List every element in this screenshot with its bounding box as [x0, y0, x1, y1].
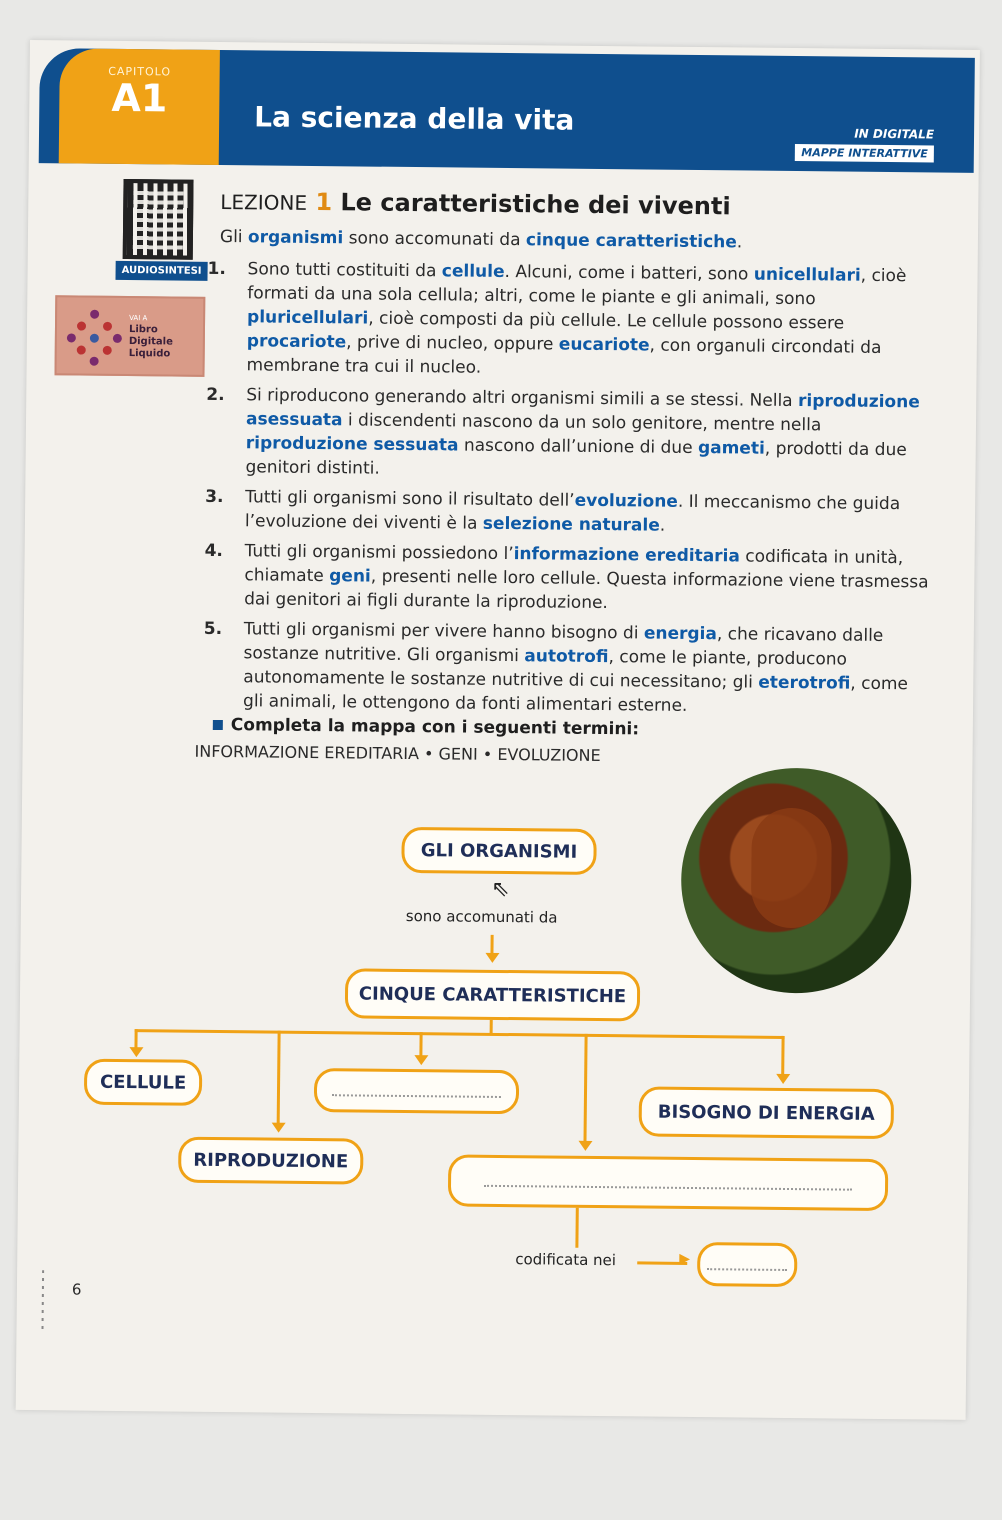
body-text: , cioè composti da più cellule. Le cellule possono essere — [368, 308, 845, 334]
map-connector — [583, 1034, 587, 1144]
digital-label: IN DIGITALE — [854, 126, 935, 142]
map-connector — [277, 1031, 281, 1126]
list-item — [204, 539, 935, 619]
body-text: , con organuli circondati da membrane tra cui il nucleo. — [246, 335, 882, 378]
body-text: Tutti gli organismi sono il risultato dell’ — [245, 487, 575, 511]
cursor-icon: ⇖ — [490, 876, 510, 903]
map-blank-box-3[interactable] — [697, 1242, 797, 1287]
body-text: i discendenti nascono da un solo genitore, mentre nella — [342, 410, 822, 436]
list-item-number: 1. — [207, 258, 227, 280]
list-item — [205, 383, 936, 487]
body-text: , prodotti da due genitori distinti. — [245, 438, 907, 479]
exercise-instruction: Completa la mappa con i seguenti termini: — [213, 715, 639, 739]
orangutan-photo — [680, 767, 912, 994]
key-term: unicellulari — [753, 264, 861, 286]
page-edge-dashes — [41, 1270, 44, 1330]
qr-code-icon[interactable] — [123, 179, 194, 260]
map-blank-box-2[interactable] — [448, 1154, 889, 1211]
body-text: , cioè formati da una sola cellula; altri, come le piante e gli animali, sono — [247, 265, 907, 310]
map-branch-line — [135, 1029, 785, 1039]
digital-book-text: VAI A Libro Digitale Liquido — [128, 314, 173, 360]
chapter-number: A1 — [111, 75, 168, 121]
key-term: cellule — [441, 261, 505, 282]
body-text: Si riproducono generando altri organismi simili a se stessi. Nella — [246, 385, 799, 412]
map-link-codificata: codificata nei — [515, 1250, 617, 1270]
arrow-right-icon: ▶ — [679, 1250, 691, 1267]
audio-summary-badge[interactable]: AUDIOSINTESI — [115, 261, 207, 281]
map-connector — [575, 1208, 578, 1248]
body-text: nascono dall’unione di due — [458, 435, 699, 459]
map-arrow — [578, 1141, 592, 1151]
body-text: . Il meccanismo che guida l’evoluzione dei viventi è la — [244, 491, 901, 534]
key-term: procariote — [246, 331, 347, 353]
chapter-title: La scienza della vita — [254, 100, 575, 137]
body-text: , che ricavano dalle sostanze nutritive. Gli organismi — [243, 624, 884, 667]
map-node-five-characteristics: CINQUE CARATTERISTICHE — [345, 968, 641, 1021]
key-term: evoluzione — [574, 490, 679, 512]
map-arrow — [129, 1047, 143, 1057]
list-item-number: 2. — [206, 384, 225, 406]
body-text: , prive di nucleo, oppure — [346, 332, 559, 355]
map-node-organisms: GLI ORGANISMI — [401, 827, 596, 875]
key-term: eterotrofi — [758, 672, 851, 694]
key-term: informazione ereditaria — [513, 544, 741, 567]
digital-box — [795, 126, 934, 162]
lesson-title: LEZIONE 1 Le caratteristiche dei viventi — [220, 187, 731, 221]
page-number: 6 — [71, 1280, 82, 1299]
key-term: pluricellulari — [247, 307, 369, 329]
list-item — [203, 617, 934, 721]
chapter-label: CAPITOLO — [108, 64, 172, 79]
map-blank-box-1[interactable] — [314, 1068, 519, 1114]
list-item-number: 3. — [205, 486, 224, 508]
characteristics-list — [203, 257, 938, 727]
list-item-number: 5. — [203, 618, 223, 640]
map-node-reproduction: RIPRODUZIONE — [178, 1137, 363, 1185]
chapter-badge — [59, 48, 220, 165]
textbook-page — [16, 40, 980, 1420]
body-text: codificata in unità, chiamate — [244, 546, 904, 587]
map-arrow — [485, 953, 499, 963]
list-item — [205, 485, 935, 541]
body-text: , presenti nelle loro cellule. Questa informazione viene trasmessa dai genitori ai figli durante la riproduzione. — [244, 566, 929, 614]
body-text: Tutti gli organismi per vivere hanno bisogno di — [243, 619, 644, 644]
exercise-terms: INFORMAZIONE EREDITARIA • GENI • EVOLUZIONE — [194, 741, 601, 766]
body-text: , come le piante, producono autonomamente le sostanze nutritive di cui necessitano; gli — [243, 647, 848, 693]
map-connector — [781, 1036, 784, 1076]
key-term: autotrofi — [524, 646, 609, 668]
body-text: Sono tutti costituiti da — [247, 259, 442, 282]
body-text: . — [659, 515, 666, 536]
chapter-header — [39, 48, 975, 173]
key-term: geni — [329, 566, 371, 587]
key-term: energia — [643, 623, 717, 645]
map-arrow — [776, 1074, 790, 1084]
list-item — [206, 257, 937, 385]
map-node-cells: CELLULE — [84, 1059, 202, 1106]
body-text: . Alcuni, come i batteri, sono — [504, 261, 754, 285]
map-arrow — [414, 1055, 428, 1065]
body-text: Tutti gli organismi possiedono l’ — [244, 541, 514, 565]
key-term: selezione naturale — [482, 513, 660, 536]
key-term: riproduzione sessuata — [245, 433, 459, 456]
interactive-maps-tag[interactable]: MAPPE INTERATTIVE — [795, 144, 934, 162]
map-connector — [419, 1032, 422, 1057]
molecule-icon — [67, 309, 123, 365]
map-link-accomunati: sono accomunati da — [405, 906, 558, 927]
list-item-number: 4. — [204, 540, 224, 562]
key-term: gameti — [697, 438, 765, 459]
lesson-intro: Gli organismi sono accomunati da cinque caratteristiche. — [219, 227, 743, 253]
digital-book-badge[interactable] — [54, 295, 205, 377]
key-term: eucariote — [558, 334, 650, 356]
key-term: riproduzione asessuata — [245, 391, 920, 431]
body-text: , come gli animali, le ottengono da fonti alimentari esterne. — [242, 673, 909, 716]
map-node-energy: BISOGNO DI ENERGIA — [639, 1086, 895, 1139]
map-arrow — [272, 1123, 286, 1133]
